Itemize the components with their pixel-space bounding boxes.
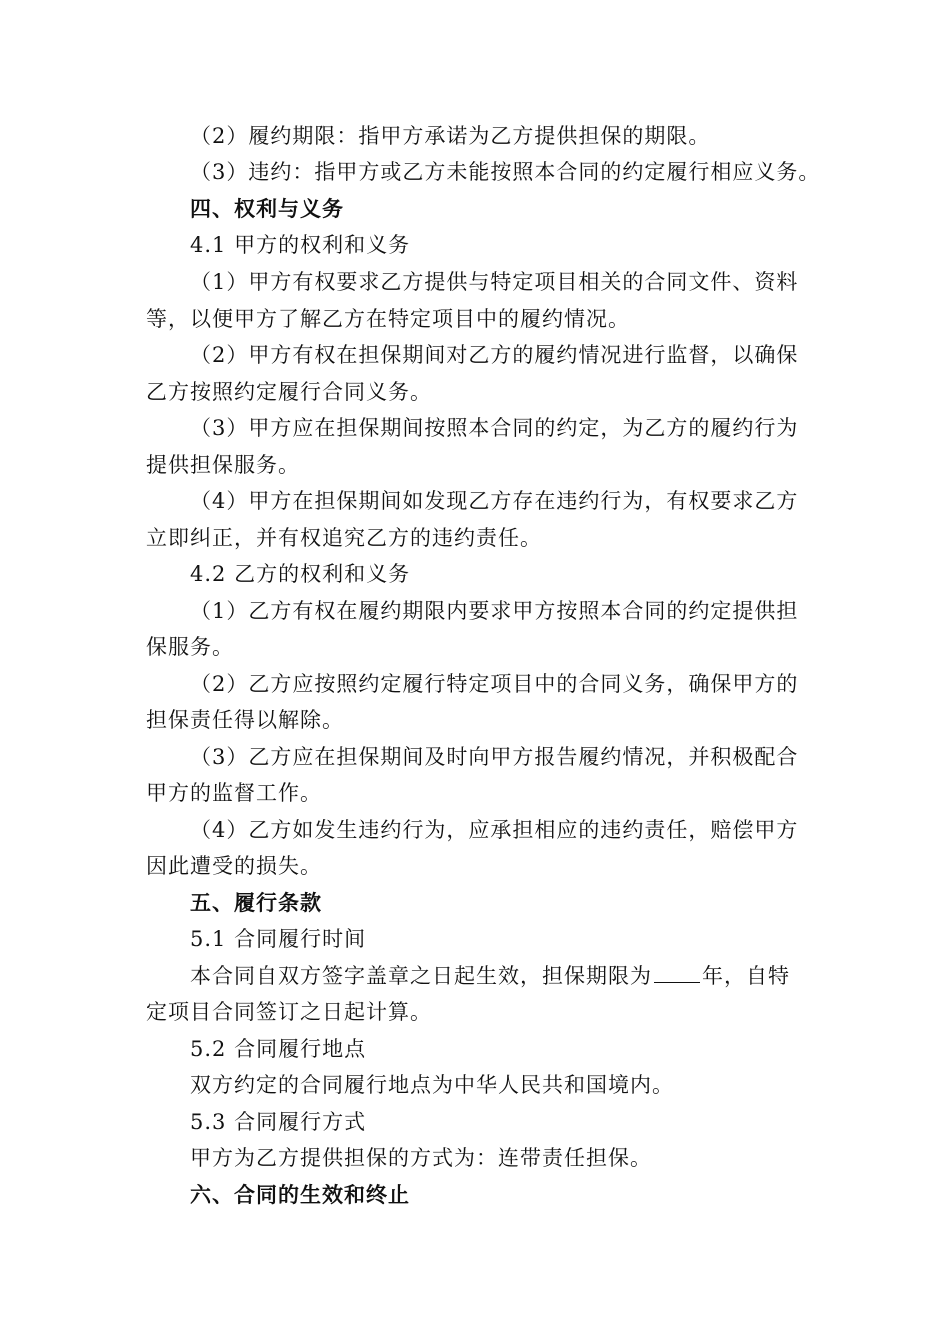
clause-4-2-2-line1: （2）乙方应按照约定履行特定项目中的合同义务，确保甲方的 — [190, 672, 799, 696]
section-6-heading: 六、合同的生效和终止 — [190, 1182, 410, 1207]
subsection-4-1-heading: 4.1 甲方的权利和义务 — [190, 233, 411, 257]
clause-4-2-4-line2: 因此遭受的损失。 — [146, 854, 322, 878]
subsection-5-3-heading: 5.3 合同履行方式 — [190, 1110, 367, 1134]
clause-4-2-2-line2: 担保责任得以解除。 — [146, 708, 344, 732]
clause-4-1-2-line1: （2）甲方有权在担保期间对乙方的履约情况进行监督，以确保 — [190, 343, 799, 367]
clause-5-1-line2: 定项目合同签订之日起计算。 — [146, 1000, 432, 1024]
clause-4-2-3-line2: 甲方的监督工作。 — [146, 781, 322, 805]
clause-5-1-text-before-blank: 本合同自双方签字盖章之日起生效，担保期限为 — [190, 964, 652, 988]
clause-4-2-4-line1: （4）乙方如发生违约行为，应承担相应的违约责任，赔偿甲方 — [190, 818, 799, 842]
clause-4-1-2-line2: 乙方按照约定履行合同义务。 — [146, 380, 432, 404]
clause-4-2-1-line1: （1）乙方有权在履约期限内要求甲方按照本合同的约定提供担 — [190, 599, 799, 623]
clause-4-2-3-line1: （3）乙方应在担保期间及时向甲方报告履约情况，并积极配合 — [190, 745, 799, 769]
clause-4-1-4-line2: 立即纠正，并有权追究乙方的违约责任。 — [146, 526, 542, 550]
clause-4-1-3-line2: 提供担保服务。 — [146, 453, 300, 477]
clause-5-3-text: 甲方为乙方提供担保的方式为：连带责任担保。 — [190, 1146, 652, 1170]
clause-4-1-3-line1: （3）甲方应在担保期间按照本合同的约定，为乙方的履约行为 — [190, 416, 799, 440]
clause-5-2-text: 双方约定的合同履行地点为中华人民共和国境内。 — [190, 1073, 674, 1097]
clause-5-1-line1 — [190, 964, 790, 988]
section-5-heading: 五、履行条款 — [190, 890, 322, 915]
subsection-5-2-heading: 5.2 合同履行地点 — [190, 1037, 367, 1061]
clause-4-1-1-line2: 等，以便甲方了解乙方在特定项目中的履约情况。 — [146, 307, 630, 331]
section-4-heading: 四、权利与义务 — [190, 196, 344, 221]
clause-4-1-4-line1: （4）甲方在担保期间如发现乙方存在违约行为，有权要求乙方 — [190, 489, 799, 513]
term-breach-definition: （3）违约：指甲方或乙方未能按照本合同的约定履行相应义务。 — [190, 160, 821, 184]
clause-4-2-1-line2: 保服务。 — [146, 635, 234, 659]
clause-5-1-text-after-blank: 年，自特 — [702, 964, 790, 988]
subsection-4-2-heading: 4.2 乙方的权利和义务 — [190, 562, 411, 586]
duration-blank[interactable] — [654, 964, 700, 983]
subsection-5-1-heading: 5.1 合同履行时间 — [190, 927, 367, 951]
clause-4-1-1-line1: （1）甲方有权要求乙方提供与特定项目相关的合同文件、资料 — [190, 270, 799, 294]
term-duration-definition: （2）履约期限：指甲方承诺为乙方提供担保的期限。 — [190, 124, 711, 148]
